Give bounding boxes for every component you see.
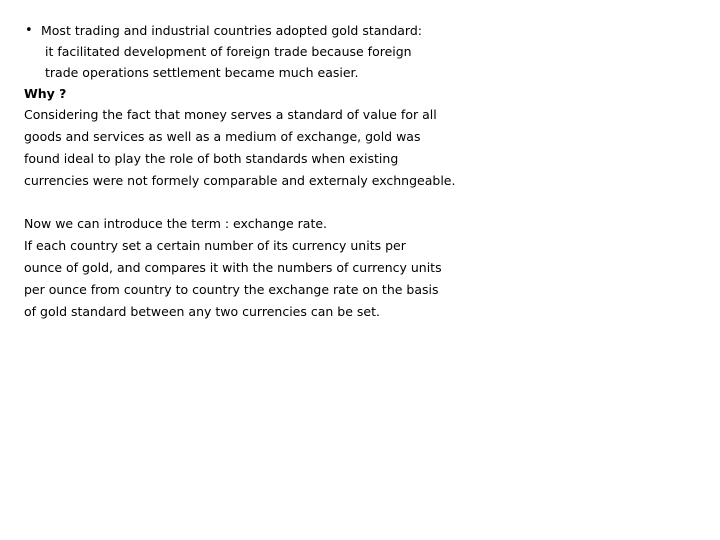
bullet-line-3: trade operations settlement became much easier. bbox=[45, 65, 359, 80]
paragraph1-line-3: found ideal to play the role of both standards when existing bbox=[24, 151, 399, 166]
bullet-line-1: Most trading and industrial countries adopted gold standard: bbox=[41, 23, 422, 38]
bullet-line-2: it facilitated development of foreign trade because foreign bbox=[45, 44, 412, 59]
paragraph1-line-1: Considering the fact that money serves a standard of value for all bbox=[24, 107, 437, 122]
why-heading: Why ? bbox=[24, 86, 67, 101]
paragraph2-line-5: of gold standard between any two currencies can be set. bbox=[24, 304, 380, 319]
paragraph1-line-2: goods and services as well as a medium of exchange, gold was bbox=[24, 129, 421, 144]
bullet-dot-icon: • bbox=[25, 23, 33, 38]
paragraph2-line-2: If each country set a certain number of its currency units per bbox=[24, 238, 406, 253]
paragraph2-line-3: ounce of gold, and compares it with the numbers of currency units bbox=[24, 260, 442, 275]
paragraph2-line-4: per ounce from country to country the exchange rate on the basis bbox=[24, 282, 439, 297]
paragraph2-line-1: Now we can introduce the term : exchange rate. bbox=[24, 216, 328, 231]
paragraph1-line-4: currencies were not formely comparable and externaly exchngeable. bbox=[24, 173, 456, 188]
